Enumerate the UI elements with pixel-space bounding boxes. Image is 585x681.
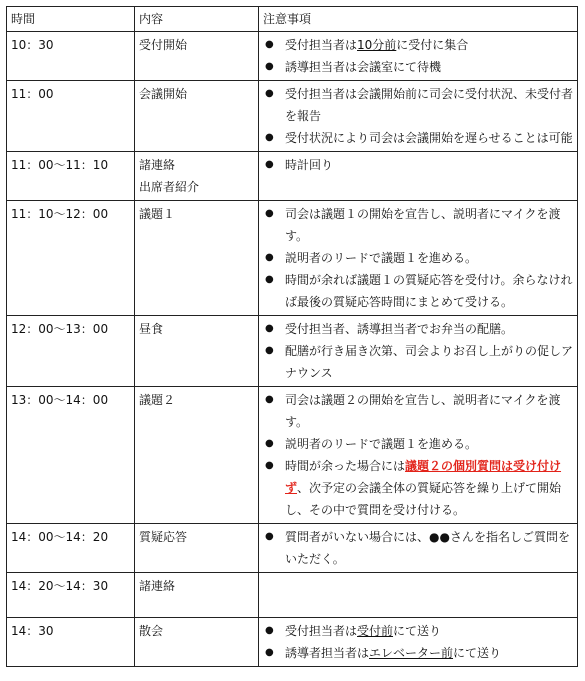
table-row bbox=[7, 573, 578, 618]
time-cell: 13：00～14：00 bbox=[7, 387, 135, 524]
note-item: ● 受付担当者、誘導担当者でお弁当の配膳。 bbox=[263, 318, 573, 340]
time-cell: 10：30 bbox=[7, 32, 135, 81]
table-row bbox=[7, 32, 578, 81]
note-item: ● 受付担当者は会議開始前に司会に受付状況、未受付者を報告 bbox=[263, 83, 573, 127]
item-cell: 受付開始 bbox=[135, 32, 259, 81]
time-cell: 11：00 bbox=[7, 81, 135, 152]
bullet-icon: ● bbox=[265, 531, 274, 542]
note-item: ● 配膳が行き届き次第、司会よりお召し上がりの促しアナウンス bbox=[263, 340, 573, 384]
note-item: ● 時計回り bbox=[263, 154, 573, 176]
table-row bbox=[7, 316, 578, 387]
time-cell: 12：00～13：00 bbox=[7, 316, 135, 387]
note-item: ● 時間が余った場合には議題２の個別質問は受け付けず、次予定の会議全体の質疑応答を繰り上げて開始し、その中で質問を受け付ける。 bbox=[263, 455, 573, 521]
note-item: ● 説明者のリードで議題１を進める。 bbox=[263, 247, 573, 269]
table-row bbox=[7, 618, 578, 667]
bullet-icon: ● bbox=[265, 252, 274, 263]
bullet-icon: ● bbox=[265, 208, 274, 219]
underlined-text: エレベーター前 bbox=[369, 646, 454, 660]
note-item: ● 受付担当者は10分前に受付に集合 bbox=[263, 34, 573, 56]
table-row bbox=[7, 387, 578, 524]
bullet-icon: ● bbox=[265, 274, 274, 285]
underlined-text: 受付前 bbox=[357, 624, 394, 638]
item-cell: 散会 bbox=[135, 618, 259, 667]
header-time: 時間 bbox=[7, 7, 135, 32]
bullet-icon: ● bbox=[265, 460, 274, 471]
note-item: ● 誘導者担当者はエレベーター前にて送り bbox=[263, 642, 573, 664]
schedule-table bbox=[6, 6, 578, 667]
bullet-icon: ● bbox=[265, 625, 274, 636]
item-cell: 諸連絡 出席者紹介 bbox=[135, 152, 259, 201]
item-cell: 昼食 bbox=[135, 316, 259, 387]
note-item: ● 司会は議題２の開始を宣告し、説明者にマイクを渡す。 bbox=[263, 389, 573, 433]
note-item: ● 司会は議題１の開始を宣告し、説明者にマイクを渡す。 bbox=[263, 203, 573, 247]
note-item: ● 説明者のリードで議題１を進める。 bbox=[263, 433, 573, 455]
notes-cell bbox=[259, 316, 578, 387]
item-cell: 会議開始 bbox=[135, 81, 259, 152]
bullet-icon: ● bbox=[265, 61, 274, 72]
table-row bbox=[7, 201, 578, 316]
header-item: 内容 bbox=[135, 7, 259, 32]
bullet-icon: ● bbox=[265, 323, 274, 334]
note-item: ● 時間が余れば議題１の質疑応答を受付け。余らなければ最後の質疑応答時間にまとめて受ける。 bbox=[263, 269, 573, 313]
emphasized-warning-text: 議題２の個別質問は受け付けず bbox=[285, 459, 562, 495]
item-cell: 質疑応答 bbox=[135, 524, 259, 573]
table-row bbox=[7, 152, 578, 201]
bullet-icon: ● bbox=[265, 345, 274, 356]
header-row bbox=[7, 7, 578, 32]
time-cell: 11：10～12：00 bbox=[7, 201, 135, 316]
notes-cell bbox=[259, 387, 578, 524]
bullet-icon: ● bbox=[265, 88, 274, 99]
time-cell: 14：20～14：30 bbox=[7, 573, 135, 618]
bullet-icon: ● bbox=[265, 159, 274, 170]
bullet-icon: ● bbox=[265, 132, 274, 143]
bullet-icon: ● bbox=[265, 394, 274, 405]
note-item: ● 質問者がいない場合には、●●さんを指名しご質問をいただく。 bbox=[263, 526, 573, 570]
notes-cell bbox=[259, 618, 578, 667]
notes-cell bbox=[259, 201, 578, 316]
notes-cell bbox=[259, 81, 578, 152]
notes-cell bbox=[259, 573, 578, 618]
time-cell: 14：30 bbox=[7, 618, 135, 667]
time-cell: 14：00～14：20 bbox=[7, 524, 135, 573]
bullet-icon: ● bbox=[265, 647, 274, 658]
note-item: ● 誘導担当者は会議室にて待機 bbox=[263, 56, 573, 78]
note-item: ● 受付状況により司会は会議開始を遅らせることは可能 bbox=[263, 127, 573, 149]
table-row bbox=[7, 524, 578, 573]
notes-cell bbox=[259, 152, 578, 201]
table-row bbox=[7, 81, 578, 152]
bullet-icon: ● bbox=[265, 39, 274, 50]
item-cell: 諸連絡 bbox=[135, 573, 259, 618]
item-cell: 議題２ bbox=[135, 387, 259, 524]
note-item: ● 受付担当者は受付前にて送り bbox=[263, 620, 573, 642]
time-cell: 11：00～11：10 bbox=[7, 152, 135, 201]
underlined-text: 10分前 bbox=[357, 38, 397, 52]
bullet-icon: ● bbox=[265, 438, 274, 449]
item-cell: 議題１ bbox=[135, 201, 259, 316]
header-notes: 注意事項 bbox=[259, 7, 578, 32]
notes-cell bbox=[259, 524, 578, 573]
notes-cell bbox=[259, 32, 578, 81]
